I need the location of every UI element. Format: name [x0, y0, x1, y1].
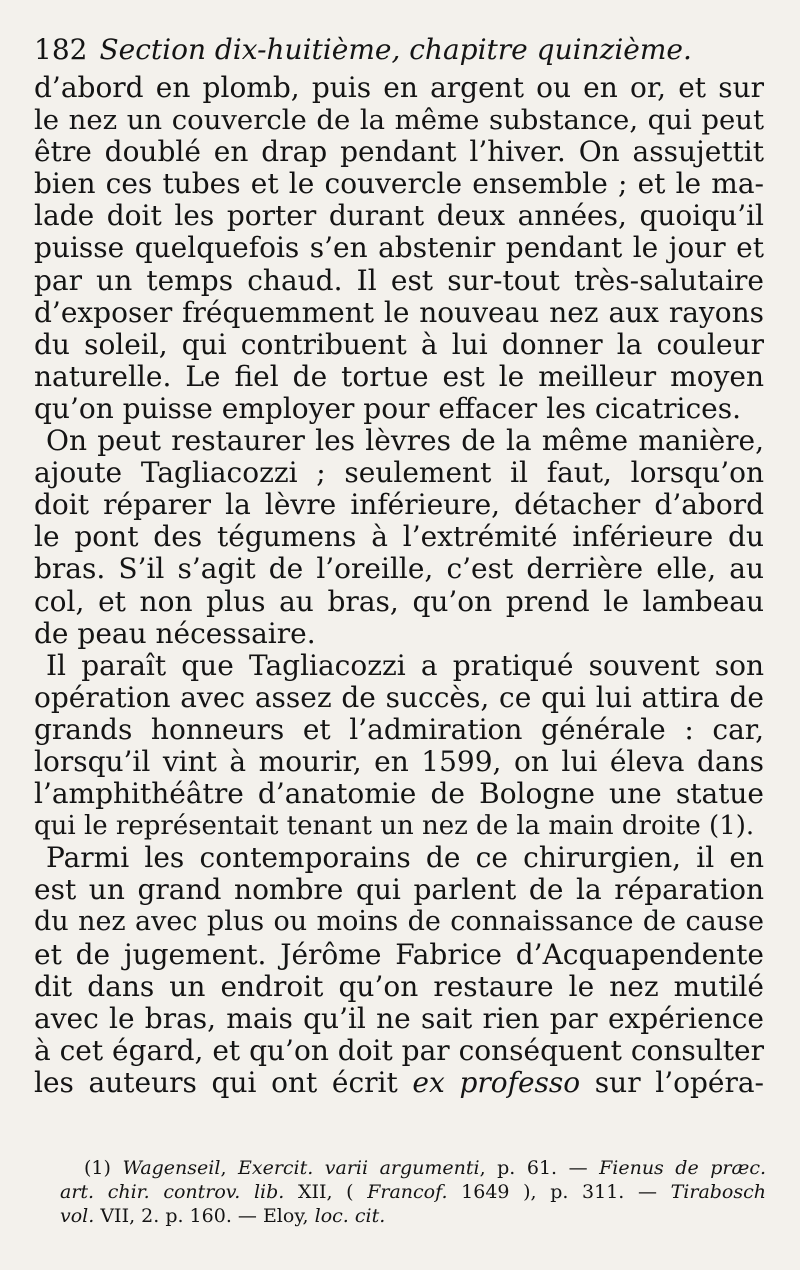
text-line: On peut restaurer les lèvres de la même manière, [46, 425, 764, 458]
text-line: Il paraît que Tagliacozzi a pratiqué souvent son [46, 649, 764, 682]
footnote-place: Francof. [367, 1181, 448, 1203]
text-line: lade doit les porter durant deux années, quoiqu’il [34, 200, 764, 233]
footnote-author: Wagenseil [122, 1157, 221, 1179]
paragraph [34, 842, 764, 1099]
text-line: du nez avec plus ou moins de connaissance de cause [34, 906, 764, 938]
text-line: est un grand nombre qui parlent de la réparation [34, 874, 764, 907]
text-line: le nez un couvercle de la même substance, qui peut [34, 104, 764, 137]
running-title: Section dix-huitième, chapitre quinzième. [99, 33, 692, 66]
text-line: par un temps chaud. Il est sur-tout très-salutaire [34, 264, 764, 297]
text-line: avec le bras, mais qu’il ne sait rien par expérience [34, 1002, 764, 1035]
text-line: du soleil, qui contribuent à lui donner la couleur [34, 328, 764, 361]
text-line: qu’on puisse employer pour effacer les cicatrices. [34, 392, 742, 425]
footnote-text: VII, 2. p. 160. — Eloy, [94, 1205, 315, 1227]
footnote-text: XII, ( [284, 1181, 368, 1203]
text-line: bras. S’il s’agit de l’oreille, c’est derrière elle, au [34, 553, 764, 586]
text-line: d’exposer fréquemment le nouveau nez aux rayons [34, 296, 764, 329]
footnote-text: , p. 61. — [479, 1157, 600, 1179]
text-line: doit réparer la lèvre inférieure, détacher d’abord [34, 489, 764, 522]
footnote-text: , [220, 1157, 238, 1179]
page-number: 182 [34, 33, 88, 66]
text-span: sur l’opéra- [580, 1066, 764, 1099]
text-line: opération avec assez de succès, ce qui lui attira de [34, 681, 764, 714]
text-line: col, et non plus au bras, qu’on prend le lambeau [34, 585, 764, 618]
paragraph [34, 650, 764, 843]
paragraph [34, 72, 764, 425]
footnote-line [60, 1204, 766, 1228]
text-line [34, 1067, 764, 1099]
footnote-loc: loc. cit. [314, 1205, 386, 1227]
text-span: les auteurs qui ont écrit [34, 1066, 413, 1099]
footnote-work: art. chir. controv. lib. [60, 1181, 285, 1203]
text-line: de peau nécessaire. [34, 617, 316, 650]
text-line: grands honneurs et l’admiration générale : car, [34, 713, 764, 746]
text-line: et de jugement. Jérôme Fabrice d’Acquapendente [34, 938, 764, 971]
text-line: d’abord en plomb, puis en argent ou en or, et sur [34, 72, 764, 104]
text-line: dit dans un endroit qu’on restaure le nez mutilé [34, 970, 764, 1003]
footnote-line [60, 1156, 766, 1180]
footnote-author: Tirabosch [670, 1181, 766, 1203]
text-line: être doublé en drap pendant l’hiver. On assujettit [34, 136, 764, 169]
footnote-work: Fienus de præc. [599, 1157, 766, 1179]
text-line: naturelle. Le fiel de tortue est le meilleur moyen [34, 360, 764, 393]
text-line: Parmi les contemporains de ce chirurgien, il en [46, 842, 764, 875]
italic-phrase: ex professo [412, 1066, 581, 1099]
footnote-text: vol. [60, 1205, 95, 1227]
footnote-line [60, 1180, 766, 1204]
text-line: lorsqu’il vint à mourir, en 1599, on lui éleva dans [34, 745, 764, 778]
text-line: l’amphithéâtre d’anatomie de Bologne une statue [34, 778, 764, 811]
footnote-work: Exercit. varii argumenti [237, 1157, 480, 1179]
body-text [34, 72, 764, 1099]
footnote-marker: (1) [84, 1157, 111, 1179]
running-head [34, 30, 774, 70]
text-line: le pont des tégumens à l’extrémité inférieure du [34, 521, 764, 554]
footnote-text: 1649 ), p. 311. — [447, 1181, 671, 1203]
text-line: bien ces tubes et le couvercle ensemble ; et le ma- [34, 168, 764, 201]
text-line: ajoute Tagliacozzi ; seulement il faut, lorsqu’on [34, 457, 764, 490]
text-line: puisse quelquefois s’en abstenir pendant le jour et [34, 232, 764, 265]
text-line: qui le représentait tenant un nez de la main droite (1). [34, 811, 755, 842]
paragraph [34, 425, 764, 650]
text-line: à cet égard, et qu’on doit par conséquent consulter [34, 1034, 764, 1067]
footnotes [60, 1156, 766, 1228]
